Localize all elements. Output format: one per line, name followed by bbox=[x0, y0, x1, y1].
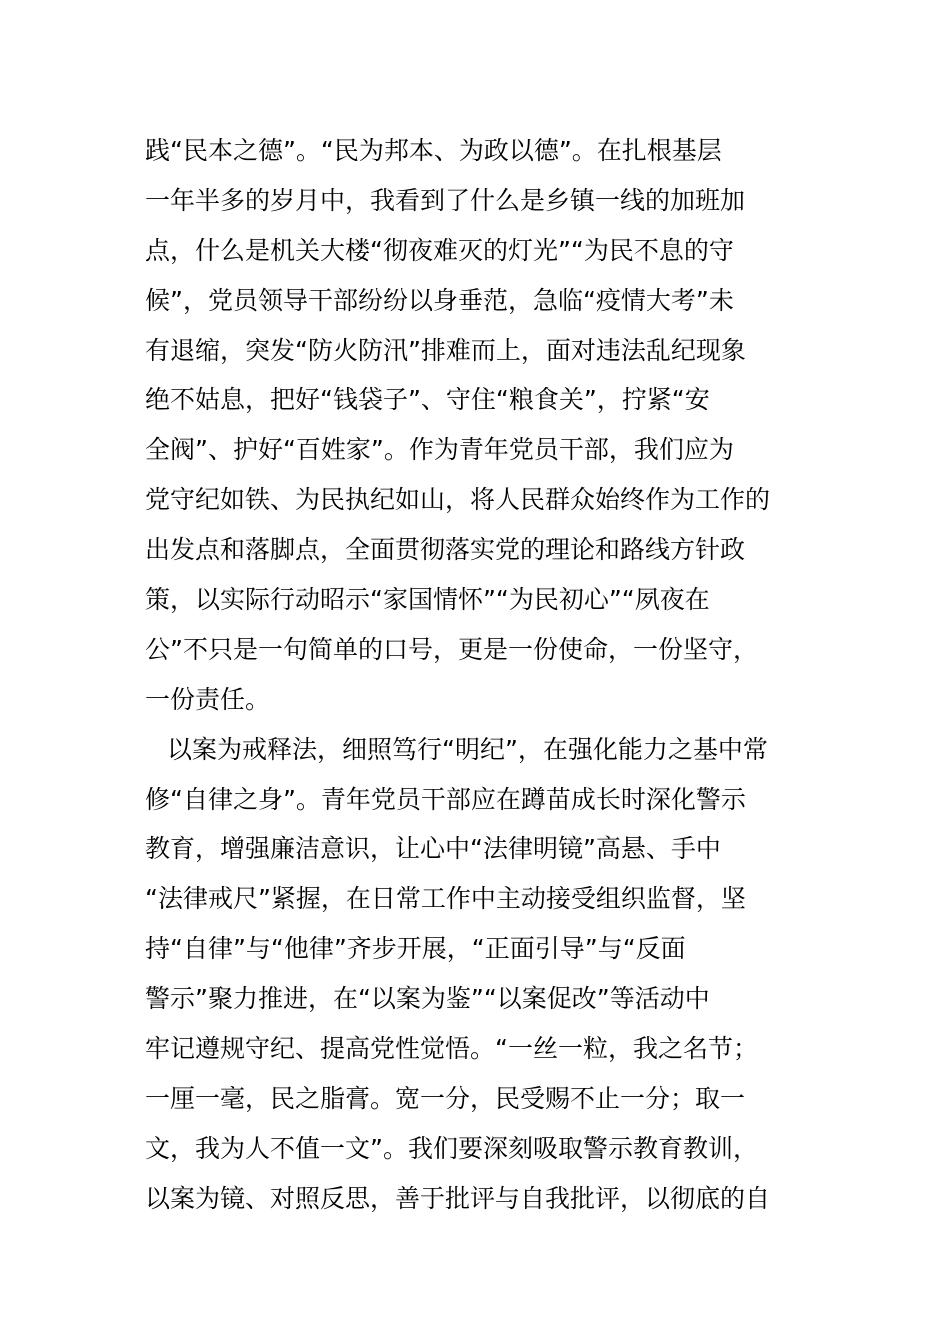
text-line: 策，以实际行动昭示“家国情怀”“为民初心”“夙夜在 bbox=[145, 585, 710, 615]
text-line: 一厘一毫，民之脂膏。宽一分，民受赐不止一分；取一 bbox=[145, 1083, 746, 1113]
body-text bbox=[145, 126, 815, 1224]
text-line: 出发点和落脚点，全面贯彻落实党的理论和路线方针政 bbox=[145, 535, 746, 565]
text-line: 文，我为人不值一文”。我们要深刻吸取警示教育教训， bbox=[145, 1133, 758, 1163]
text-line: “法律戒尺”紧握，在日常工作中主动接受组织监督，坚 bbox=[145, 884, 746, 914]
text-line: 警示”聚力推进，在“以案为鉴”“以案促改”等活动中 bbox=[145, 984, 710, 1014]
text-line: 公”不只是一句简单的口号，更是一份使命，一份坚守， bbox=[145, 634, 758, 664]
text-line: 全阀”、护好“百姓家”。作为青年党员干部，我们应为 bbox=[145, 435, 734, 465]
text-line: 候”，党员领导干部纷纷以身垂范，急临“疫情大考”未 bbox=[145, 285, 734, 315]
text-line: 修“自律之身”。青年党员干部应在蹲苗成长时深化警示 bbox=[145, 784, 746, 814]
text-line: 持“自律”与“他律”齐步开展，“正面引导”与“反面 bbox=[145, 934, 686, 964]
text-line: 践“民本之德”。“民为邦本、为政以德”。在扎根基层 bbox=[145, 136, 722, 165]
text-line: 有退缩，突发“防火防汛”排难而上，面对违法乱纪现象 bbox=[145, 335, 746, 365]
text-line: 点，什么是机关大楼“彻夜难灭的灯光”“为民不息的守 bbox=[145, 235, 734, 265]
text-line: 绝不姑息，把好“钱袋子”、守住“粮食关”，拧紧“安 bbox=[145, 385, 710, 415]
paragraph-start-line: 以案为戒释法，细照笃行“明纪”，在强化能力之基中常 bbox=[167, 734, 768, 764]
text-line: 党守纪如铁、为民执纪如山，将人民群众始终作为工作的 bbox=[145, 485, 771, 515]
text-line: 牢记遵规守纪、提高党性觉悟。“一丝一粒，我之名节； bbox=[145, 1034, 758, 1064]
text-line: 一年半多的岁月中，我看到了什么是乡镇一线的加班加 bbox=[145, 185, 746, 215]
text-line: 教育，增强廉洁意识，让心中“法律明镜”高悬、手中 bbox=[145, 834, 721, 864]
text-line: 一份责任。 bbox=[145, 684, 271, 714]
text-line: 以案为镜、对照反思，善于批评与自我批评，以彻底的自 bbox=[145, 1183, 771, 1213]
